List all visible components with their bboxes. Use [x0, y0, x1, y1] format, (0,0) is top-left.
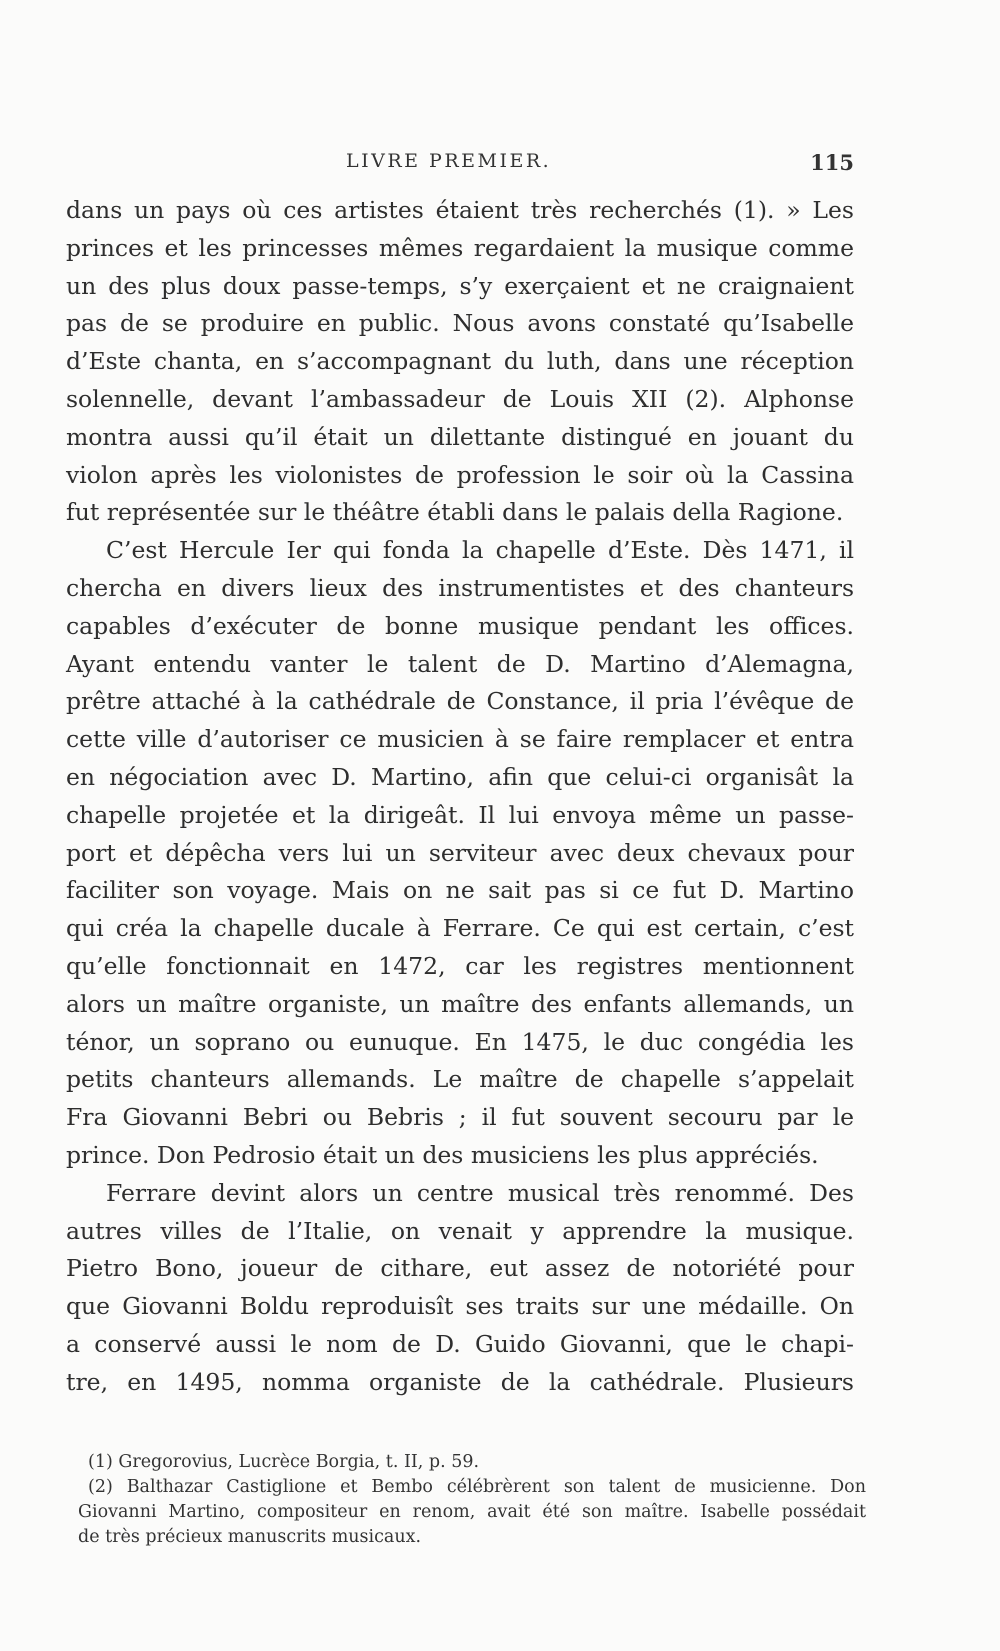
text-line: autres villes de l’Italie, on venait y apprendre la musique. — [66, 1216, 854, 1245]
text-line: ténor, un soprano ou eunuque. En 1475, le duc congédia les — [66, 1027, 854, 1056]
text-line: que Giovanni Boldu reproduisît ses traits sur une médaille. On — [66, 1292, 854, 1321]
text-line: a conservé aussi le nom de D. Guido Giovanni, que le chapi- — [66, 1329, 854, 1358]
footnote-line: (2) Balthazar Castiglione et Bembo célébrèrent son talent de musicienne. Don — [88, 1477, 866, 1497]
text-line: violon après les violonistes de profession le soir où la Cassina — [66, 460, 854, 489]
text-line: port et dépêcha vers lui un serviteur avec deux chevaux pour — [66, 838, 854, 867]
text-line: en négociation avec D. Martino, afin que celui-ci organisât la — [66, 762, 854, 791]
text-line: chapelle projetée et la dirigeât. Il lui envoya même un passe- — [66, 800, 854, 829]
text-line: qui créa la chapelle ducale à Ferrare. Ce qui est certain, c’est — [66, 914, 854, 943]
text-line: Ferrare devint alors un centre musical très renommé. Des — [106, 1178, 854, 1207]
text-line: dans un pays où ces artistes étaient très recherchés (1). » Les — [66, 196, 854, 224]
footnotes — [78, 1450, 866, 1550]
text-line: un des plus doux passe-temps, s’y exerçaient et ne craignaient — [66, 271, 854, 300]
text-line: alors un maître organiste, un maître des enfants allemands, un — [66, 989, 854, 1018]
running-head — [66, 150, 854, 174]
text-line: prêtre attaché à la cathédrale de Constance, il pria l’évêque de — [66, 687, 854, 716]
text-line: montra aussi qu’il était un dilettante distingué en jouant du — [66, 422, 854, 451]
running-title: LIVRE PREMIER. — [346, 150, 552, 172]
text-line: qu’elle fonctionnait en 1472, car les registres mentionnent — [66, 951, 854, 980]
page-number: 115 — [810, 150, 854, 175]
text-line: tre, en 1495, nomma organiste de la cathédrale. Plusieurs — [66, 1367, 854, 1396]
text-line: Pietro Bono, joueur de cithare, eut assez de notoriété pour — [66, 1254, 854, 1283]
text-line: C’est Hercule Ier qui fonda la chapelle d’Este. Dès 1471, il — [106, 536, 854, 565]
text-line: Fra Giovanni Bebri ou Bebris ; il fut souvent secouru par le — [66, 1103, 854, 1132]
text-line: Ayant entendu vanter le talent de D. Martino d’Alemagna, — [66, 649, 854, 678]
text-line: fut représentée sur le théâtre établi dans le palais della Ragione. — [66, 498, 844, 527]
text-line: chercha en divers lieux des instrumentistes et des chanteurs — [66, 573, 854, 602]
text-line: pas de se produire en public. Nous avons constaté qu’Isabelle — [66, 309, 854, 338]
body-text — [66, 192, 854, 1402]
text-line: prince. Don Pedrosio était un des musiciens les plus appréciés. — [66, 1140, 819, 1169]
text-line: petits chanteurs allemands. Le maître de chapelle s’appelait — [66, 1065, 854, 1094]
text-line: solennelle, devant l’ambassadeur de Louis XII (2). Alphonse — [66, 384, 854, 413]
text-line: d’Este chanta, en s’accompagnant du luth, dans une réception — [66, 347, 854, 376]
text-line: capables d’exécuter de bonne musique pendant les offices. — [66, 611, 854, 640]
text-line: cette ville d’autoriser ce musicien à se faire remplacer et entra — [66, 725, 854, 754]
footnote-line: Giovanni Martino, compositeur en renom, avait été son maître. Isabelle possédait — [78, 1502, 866, 1522]
footnote-line: de très précieux manuscrits musicaux. — [78, 1527, 422, 1547]
footnote-line: (1) Gregorovius, Lucrèce Borgia, t. II, p. 59. — [88, 1452, 480, 1472]
text-line: faciliter son voyage. Mais on ne sait pas si ce fut D. Martino — [66, 876, 854, 905]
text-line: princes et les princesses mêmes regardaient la musique comme — [66, 233, 854, 262]
